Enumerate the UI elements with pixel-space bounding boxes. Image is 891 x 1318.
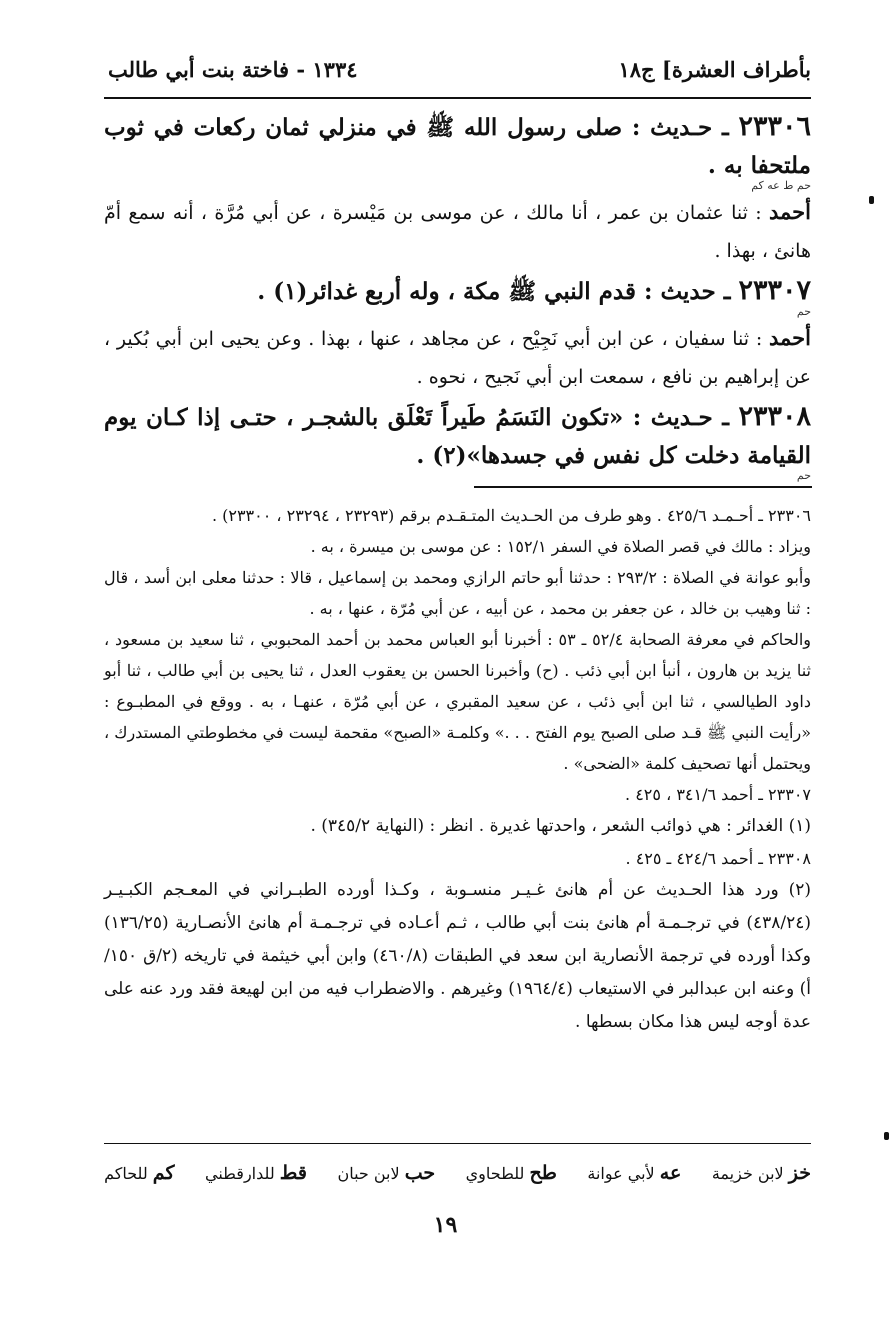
running-head (108, 52, 811, 86)
note-paragraph: والحاكم في معرفة الصحابة ٥٢/٤ ـ ٥٣ : أخبرنا أبو العباس محمد بن أحمد المحبوبي ، ثنا سعيد بن مسعود ، ثنا يزيد بن هارون ، أنبأ ابن أبي ذئب . (ح) وأخبرنا الحسن بن يعقوب العدل ، ثنا يحيى بن أبي طالب ، ثنا أبو داود الطيالسي ، ثنا ابن أبي ذئب ، عن سعيد المقبري ، عن أبي مُرّة ، عنهـا ، به . ووقع في المطبـوع : «رأيت النبي ﷺ قـد صلى الصبح يوم الفتح . . .» وكلمـة «الصبح» مقحمة ليست في مخطوطتي المستدرك ، ويحتمل أنها تصحيف كلمة «الضحى» . (104, 630, 812, 773)
source-sigla: حم (796, 469, 811, 482)
abbreviation-code: خز (788, 1162, 811, 1184)
abbreviation-name: للدارقطني (205, 1164, 275, 1183)
abbreviation-name: لأبي عوانة (587, 1164, 655, 1183)
abbreviation-code: عه (659, 1162, 682, 1184)
hadith-number: ٢٣٣٠٧ (738, 275, 811, 306)
hadith-entry (104, 108, 811, 191)
hadith-text: ـ حـديث : «تكون النَسَمُ طَيراً تَعْلَق بالشجـر ، حتـى إذا كـان يوم القيامة دخلت كل نفس في جسدها»(٢) . (104, 404, 811, 469)
note-paragraph: وأبو عوانة في الصلاة : ٢٩٣/٢ : حدثنا أبو حاتم الرازي ومحمد بن إسماعيل ، قالا : حدثنا معلى ابن أسد ، قال : ثنا وهيب بن خالد ، عن جعفر بن محمد ، عن أبيه ، عن أبي مُرّة ، عنها ، به . (104, 568, 812, 618)
hadith-entry (104, 272, 811, 317)
scan-margin-mark (884, 1132, 889, 1140)
isnad (104, 319, 811, 396)
running-head-left: ١٣٣٤ - فاختة بنت أبي طالب (108, 56, 358, 82)
abbreviation-code: حب (404, 1162, 436, 1184)
note-paragraph: ٢٣٣٠٨ ـ أحمد ٤٢٤/٦ ـ ٤٢٥ . (625, 849, 811, 868)
abbreviation-key (104, 1156, 811, 1190)
isnad-text: : ثنا عثمان بن عمر ، أنا مالك ، عن موسى بن مَيْسرة ، عن أبي مُرَّة ، أنه سمع أمّ هانئ ، بهذا . (104, 202, 811, 262)
abbreviation-item (587, 1162, 681, 1184)
abbreviation-item (205, 1162, 307, 1184)
abbreviation-code: قط (279, 1162, 307, 1184)
page-number: ١٩ (433, 1212, 458, 1238)
abbreviation-name: للطحاوي (465, 1164, 525, 1183)
abbreviation-code: طح (529, 1162, 557, 1184)
isnad-source-name: أحمد (769, 199, 811, 224)
footnotes (104, 500, 811, 1039)
abbreviation-name: لابن حبان (337, 1164, 400, 1183)
abbreviation-item (466, 1162, 557, 1184)
hadith-number: ٢٣٣٠٨ (738, 401, 811, 432)
note-paragraph: ٢٣٣٠٧ ـ أحمد ٣٤١/٦ ، ٤٢٥ . (625, 785, 811, 804)
isnad-text: : ثنا سفيان ، عن ابن أبي نَجِيْح ، عن مجاهد ، عنها ، بهذا . وعن يحيى ابن أبي بُكير ، عن إبراهيم بن نافع ، سمعت ابن أبي نَجيح ، نحوه . (104, 328, 811, 388)
source-sigla: حم (796, 305, 811, 318)
note-paragraph: ٢٣٣٠٦ ـ أحـمـد ٤٢٥/٦ . وهو طرف من الحـديث المتـقـدم برقم (٢٣٢٩٣ ، ٢٣٢٩٤ ، ٢٣٣٠٠) . (211, 506, 811, 525)
abbreviation-item (104, 1162, 174, 1184)
isnad (104, 193, 811, 270)
note-paragraph: ويزاد : مالك في قصر الصلاة في السفر ١٥٢/١ : عن موسى بن ميسرة ، به . (310, 537, 811, 556)
abbreviation-code: كم (152, 1162, 175, 1184)
source-sigla: حم ط عه كم (751, 179, 811, 192)
isnad-source-name: أحمد (769, 325, 811, 350)
running-head-right: بأطراف العشرة] ج١٨ (618, 56, 811, 82)
abbreviation-name: لابن خزيمة (711, 1164, 784, 1183)
footnote-separator (474, 486, 812, 488)
abbreviation-item (337, 1162, 435, 1184)
hadith-text: ـ حـديث : صلى رسول الله ﷺ في منزلي ثمان ركعات في ثوب ملتحفا به . (104, 114, 811, 179)
header-rule (104, 97, 811, 99)
scan-margin-mark (869, 196, 874, 204)
hadith-number: ٢٣٣٠٦ (738, 111, 811, 142)
footnote-1: (١) الغدائر : هي ذوائب الشعر ، واحدتها غديرة . انظر : (النهاية ٣٤٥/٢) . (310, 816, 811, 836)
main-text (104, 108, 811, 481)
footnote-2: (٢) ورد هذا الحـديث عن أم هانئ غـيـر منسـوبة ، وكـذا أورده الطبـراني في المعـجم الكبـيـر (٤٣٨/٢٤) في ترجـمـة أم هانئ بنت أبي طالب ، ثـم أعـاده في ترجـمـة أم هانئ الأنصـارية (١٣٦/٢٥) وكذا أورده في ترجمة الأنصارية ابن سعد في الطبقات (٤٦٠/٨) وابن أبي خيثمة في تاريخه (٢/ق ١٥٠/أ) وعنه ابن عبدالبر في الاستيعاب (١٩٦٤/٤) وغيرهم . والاضطراب فيه من ابن لهيعة فقد ورد عنه على عدة أوجه ليس هذا مكان بسطها . (104, 880, 811, 1032)
abbreviation-name: للحاكم (104, 1164, 148, 1183)
abbreviation-item (712, 1162, 811, 1184)
hadith-text: ـ حديث : قدم النبي ﷺ مكة ، وله أربع غدائر(١) . (257, 278, 731, 305)
hadith-entry (104, 398, 811, 481)
footer-rule (104, 1143, 811, 1144)
